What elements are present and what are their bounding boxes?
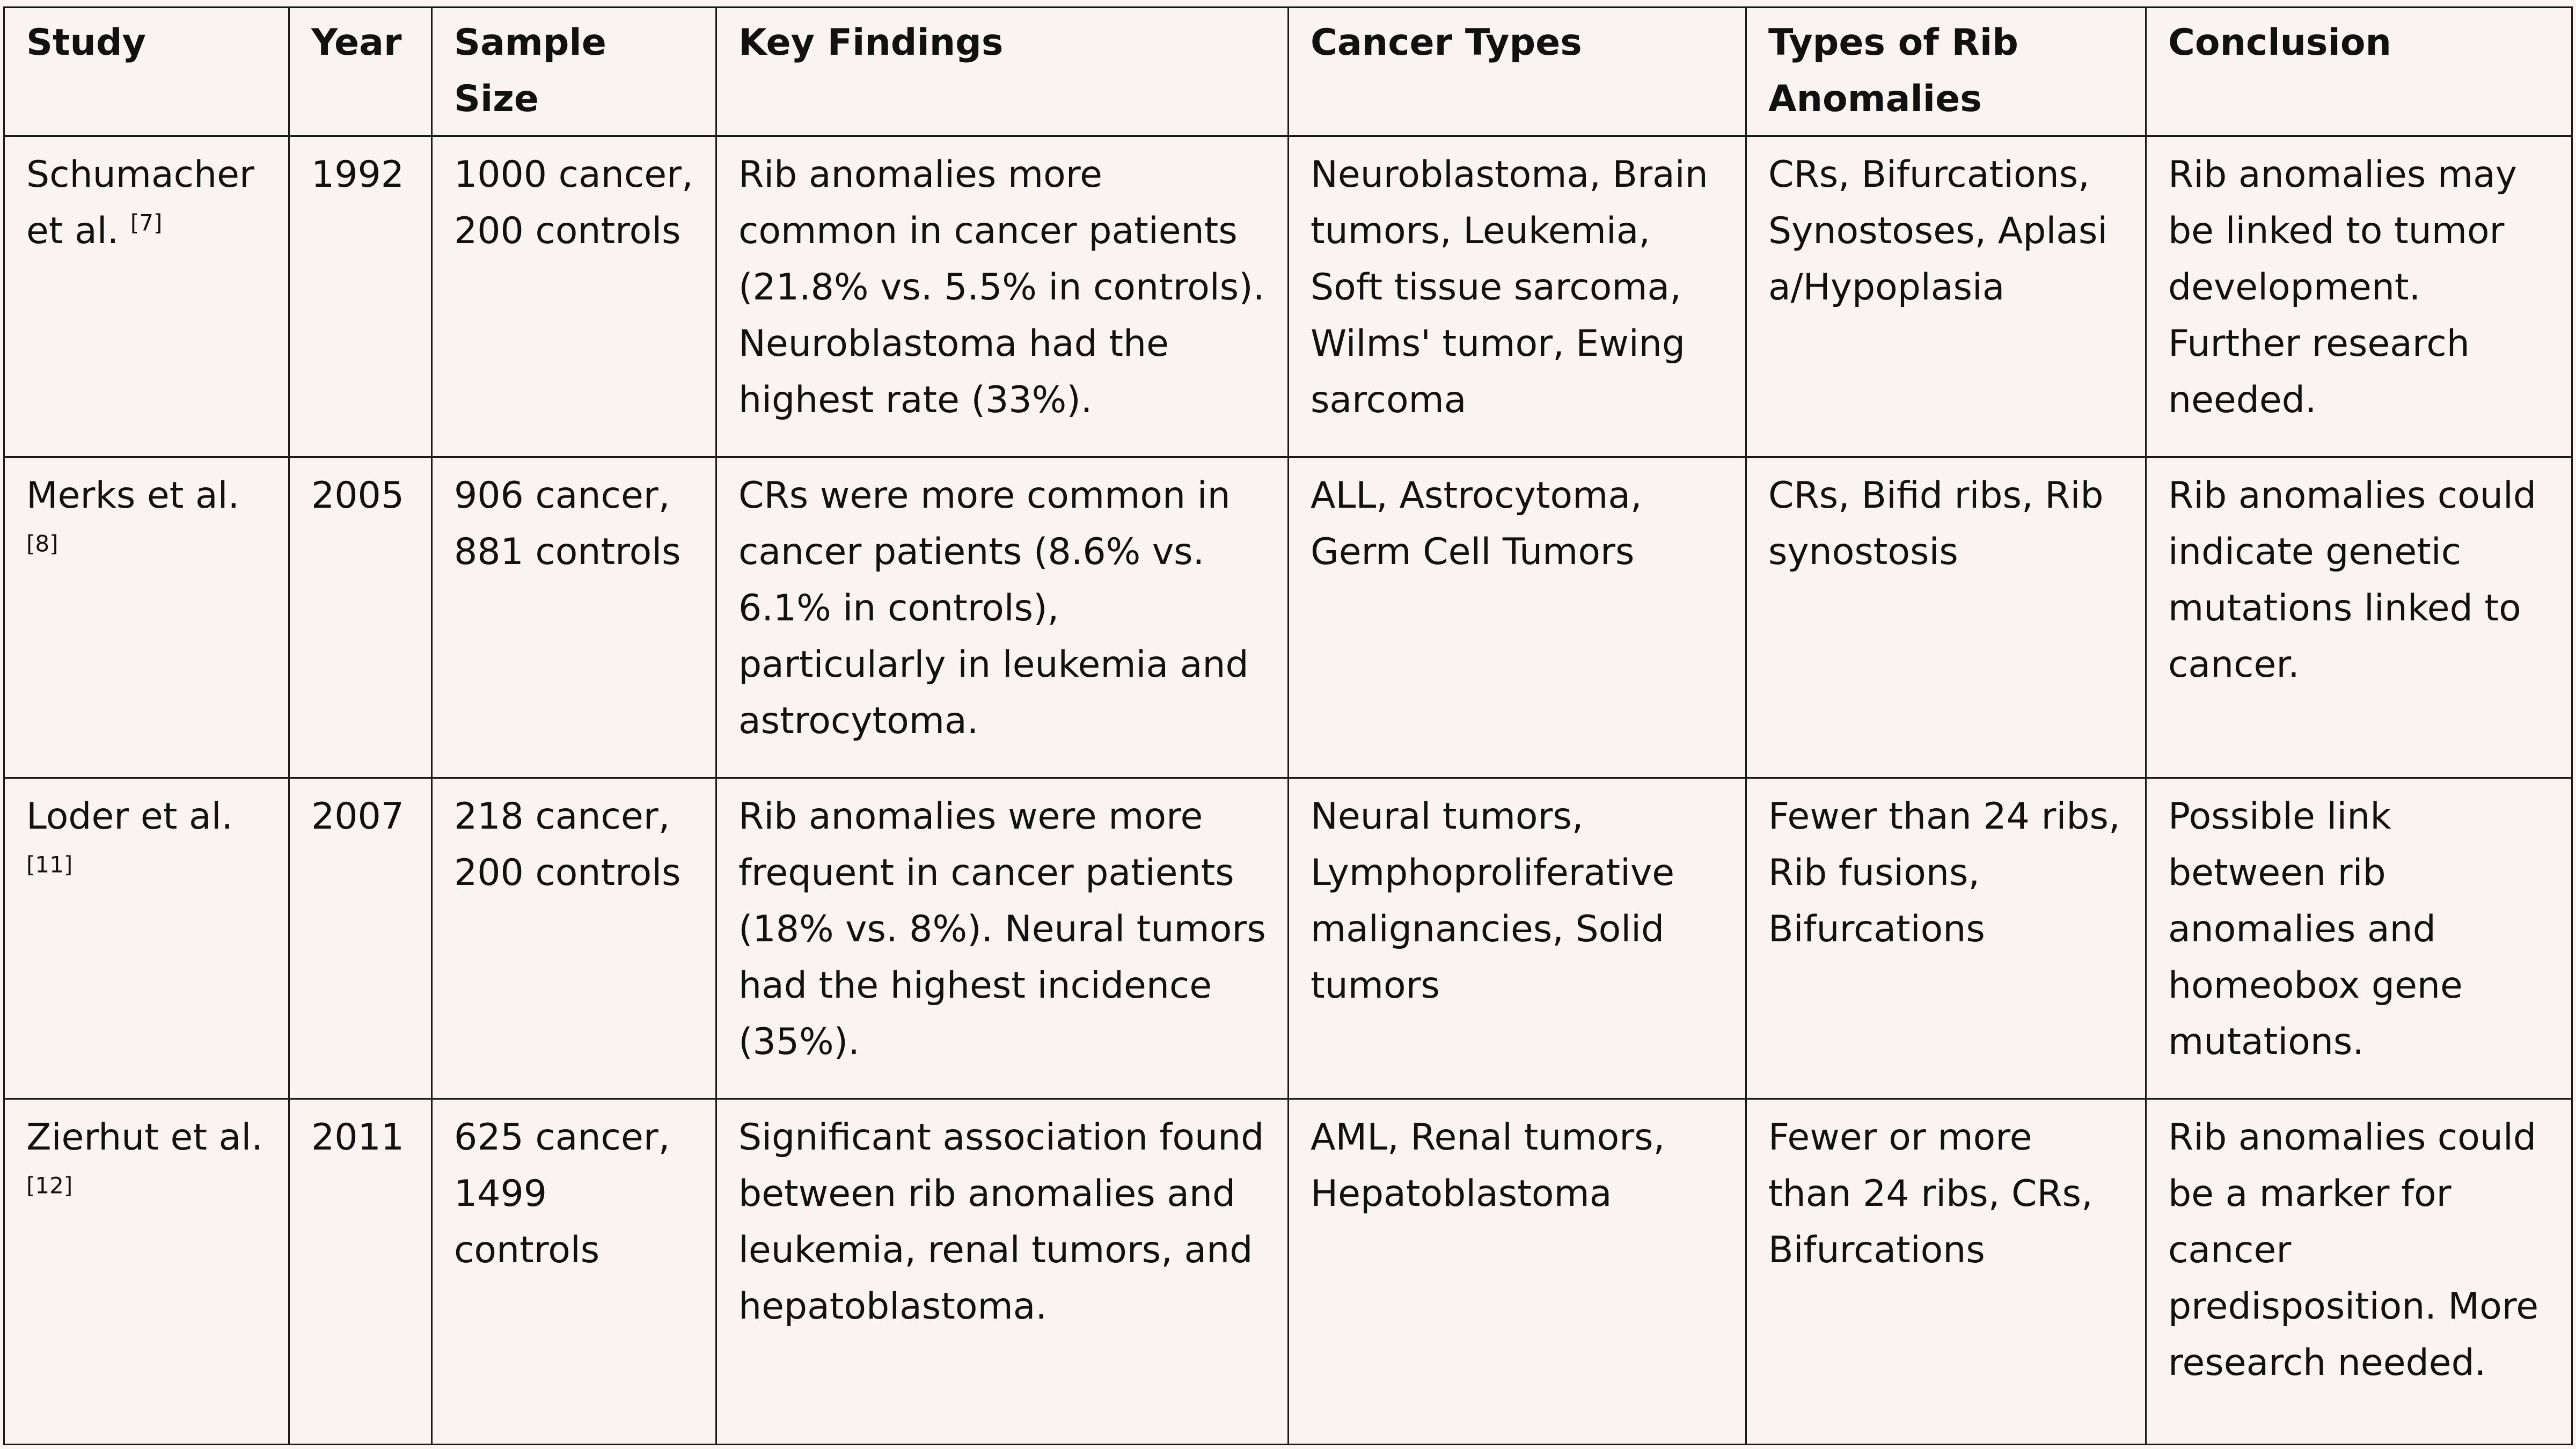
header-cancer-types: Cancer Types: [1289, 8, 1746, 136]
cancer-types-cell: AML, Renal tumors, Hepatoblastoma: [1289, 1099, 1746, 1445]
conclusion-cell: Rib anomalies could be a marker for cancer predisposition. More research needed.: [2146, 1099, 2572, 1445]
citation-ref: [12]: [26, 1172, 73, 1199]
table-row: [4, 1099, 2572, 1445]
header-key-findings: Key Findings: [716, 8, 1289, 136]
sample-size-cell: 1000 cancer, 200 controls: [432, 136, 716, 457]
rib-anomalies-cell: Fewer or more than 24 ribs, CRs, Bifurcations: [1746, 1099, 2146, 1445]
rib-anomalies-cell: CRs, Bifid ribs, Rib synostosis: [1746, 457, 2146, 778]
study-cell: [4, 778, 289, 1099]
year-cell: 2011: [289, 1099, 432, 1445]
sample-size-cell: 625 cancer, 1499 controls: [432, 1099, 716, 1445]
table-row: [4, 136, 2572, 457]
header-row: [4, 8, 2572, 136]
header-year: Year: [289, 8, 432, 136]
rib-anomalies-cell: CRs, Bifurcations, Synostoses, Aplasia/Hypoplasia: [1746, 136, 2146, 457]
conclusion-cell: Rib anomalies could indicate genetic mutations linked to cancer.: [2146, 457, 2572, 778]
sample-size-cell: 218 cancer, 200 controls: [432, 778, 716, 1099]
study-cell: [4, 136, 289, 457]
rib-anomalies-cell: Fewer than 24 ribs, Rib fusions, Bifurcations: [1746, 778, 2146, 1099]
header-conclusion: Conclusion: [2146, 8, 2572, 136]
study-name: Schumacher et al.: [26, 153, 254, 252]
study-cell: [4, 1099, 289, 1445]
study-cell: [4, 457, 289, 778]
key-findings-cell: Rib anomalies more common in cancer patients (21.8% vs. 5.5% in controls). Neuroblastoma had the highest rate (33%).: [716, 136, 1289, 457]
study-name: Merks et al.: [26, 474, 240, 517]
year-cell: 2007: [289, 778, 432, 1099]
cancer-types-cell: Neuroblastoma, Brain tumors, Leukemia, Soft tissue sarcoma, Wilms' tumor, Ewing sarcoma: [1289, 136, 1746, 457]
citation-ref: [11]: [26, 851, 73, 878]
citation-ref: [7]: [130, 209, 163, 236]
header-study: Study: [4, 8, 289, 136]
header-sample-size: Sample Size: [432, 8, 716, 136]
table-row: [4, 778, 2572, 1099]
conclusion-cell: Possible link between rib anomalies and homeobox gene mutations.: [2146, 778, 2572, 1099]
key-findings-cell: Rib anomalies were more frequent in cancer patients (18% vs. 8%). Neural tumors had the highest incidence (35%).: [716, 778, 1289, 1099]
key-findings-cell: CRs were more common in cancer patients (8.6% vs. 6.1% in controls), particularly in leukemia and astrocytoma.: [716, 457, 1289, 778]
table-row: [4, 457, 2572, 778]
conclusion-cell: Rib anomalies may be linked to tumor development. Further research needed.: [2146, 136, 2572, 457]
rib-anomalies-studies-table: [3, 6, 2573, 1445]
year-cell: 1992: [289, 136, 432, 457]
year-cell: 2005: [289, 457, 432, 778]
header-rib-anomalies: Types of Rib Anomalies: [1746, 8, 2146, 136]
cancer-types-cell: ALL, Astrocytoma, Germ Cell Tumors: [1289, 457, 1746, 778]
study-name: Loder et al.: [26, 795, 233, 838]
key-findings-cell: Significant association found between rib anomalies and leukemia, renal tumors, and hepatoblastoma.: [716, 1099, 1289, 1445]
citation-ref: [8]: [26, 530, 58, 557]
sample-size-cell: 906 cancer, 881 controls: [432, 457, 716, 778]
study-name: Zierhut et al.: [26, 1116, 263, 1159]
cancer-types-cell: Neural tumors, Lymphoproliferative malignancies, Solid tumors: [1289, 778, 1746, 1099]
